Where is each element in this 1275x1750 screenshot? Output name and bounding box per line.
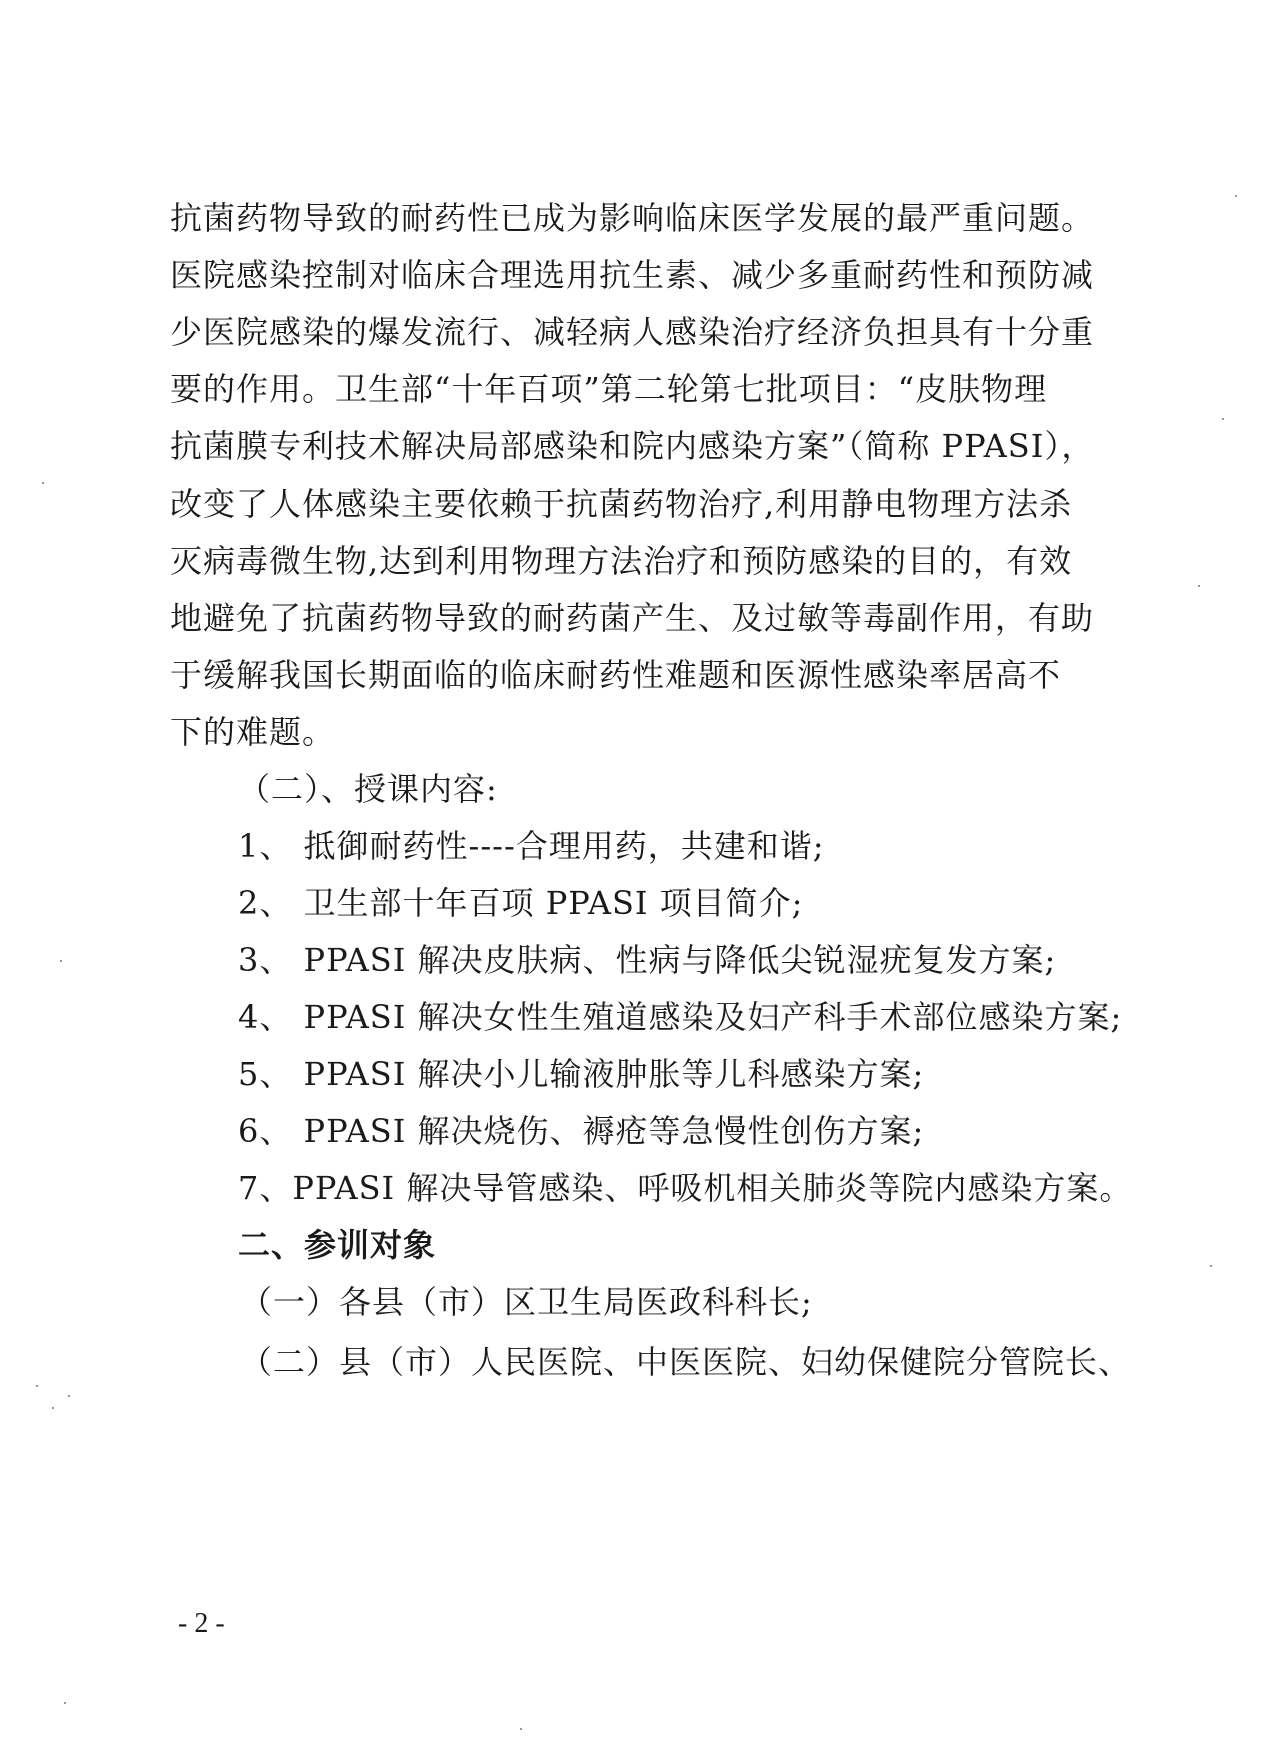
scan-speck xyxy=(52,1407,54,1409)
paragraph-line: 少医院感染的爆发流行、减轻病人感染治疗经济负担具有十分重 xyxy=(170,313,1095,351)
scan-speck xyxy=(1198,585,1200,587)
paragraph-line: 下的难题。 xyxy=(170,713,336,751)
section-heading: 二、参训对象 xyxy=(238,1226,437,1264)
paragraph-line: 医院感染控制对临床合理选用抗生素、减少多重耐药性和预防减 xyxy=(170,256,1095,294)
course-item: 1、 抵御耐药性----合理用药，共建和谐; xyxy=(238,827,825,865)
scan-speck xyxy=(36,1385,38,1387)
paragraph-line: 地避免了抗菌药物导致的耐药菌产生、及过敏等毒副作用，有助 xyxy=(170,599,1095,637)
participant-item: （二）县（市）人民医院、中医医院、妇幼保健院分管院长、 xyxy=(240,1343,1132,1381)
scan-speck xyxy=(64,1702,66,1704)
course-item: 6、 PPASI 解决烧伤、褥疮等急慢性创伤方案; xyxy=(238,1112,925,1150)
course-item: 4、 PPASI 解决女性生殖道感染及妇产科手术部位感染方案; xyxy=(238,998,1123,1036)
scan-speck xyxy=(60,960,62,962)
scan-speck xyxy=(1210,1265,1212,1267)
scan-speck xyxy=(42,482,44,484)
course-item: 2、 卫生部十年百项 PPASI 项目简介; xyxy=(238,884,804,922)
paragraph-line: 抗菌药物导致的耐药性已成为影响临床医学发展的最严重问题。 xyxy=(170,199,1095,237)
course-item: 5、 PPASI 解决小儿输液肿胀等儿科感染方案; xyxy=(238,1055,925,1093)
scan-speck xyxy=(1235,195,1237,197)
scan-speck xyxy=(68,1395,70,1397)
paragraph-line: 改变了人体感染主要依赖于抗菌药物治疗,利用静电物理方法杀 xyxy=(170,485,1073,523)
page-number: - 2 - xyxy=(178,1608,225,1639)
course-item: 7、PPASI 解决导管感染、呼吸机相关肺炎等院内感染方案。 xyxy=(238,1169,1133,1207)
course-item: 3、 PPASI 解决皮肤病、性病与降低尖锐湿疣复发方案; xyxy=(238,941,1057,979)
paragraph-line: 于缓解我国长期面临的临床耐药性难题和医源性感染率居高不 xyxy=(170,656,1062,694)
scan-speck xyxy=(520,1728,522,1730)
paragraph-line: 抗菌膜专利技术解决局部感染和院内感染方案”（简称 PPASI）， xyxy=(170,427,1095,465)
subheading: （二）、授课内容: xyxy=(238,770,498,808)
scan-speck xyxy=(1222,418,1224,420)
participant-item: （一）各县（市）区卫生局医政科科长; xyxy=(240,1283,813,1321)
paragraph-line: 要的作用。卫生部“十年百项”第二轮第七批项目：“皮肤物理 xyxy=(170,370,1048,408)
paragraph-line: 灭病毒微生物,达到利用物理方法治疗和预防感染的目的，有效 xyxy=(170,542,1073,580)
